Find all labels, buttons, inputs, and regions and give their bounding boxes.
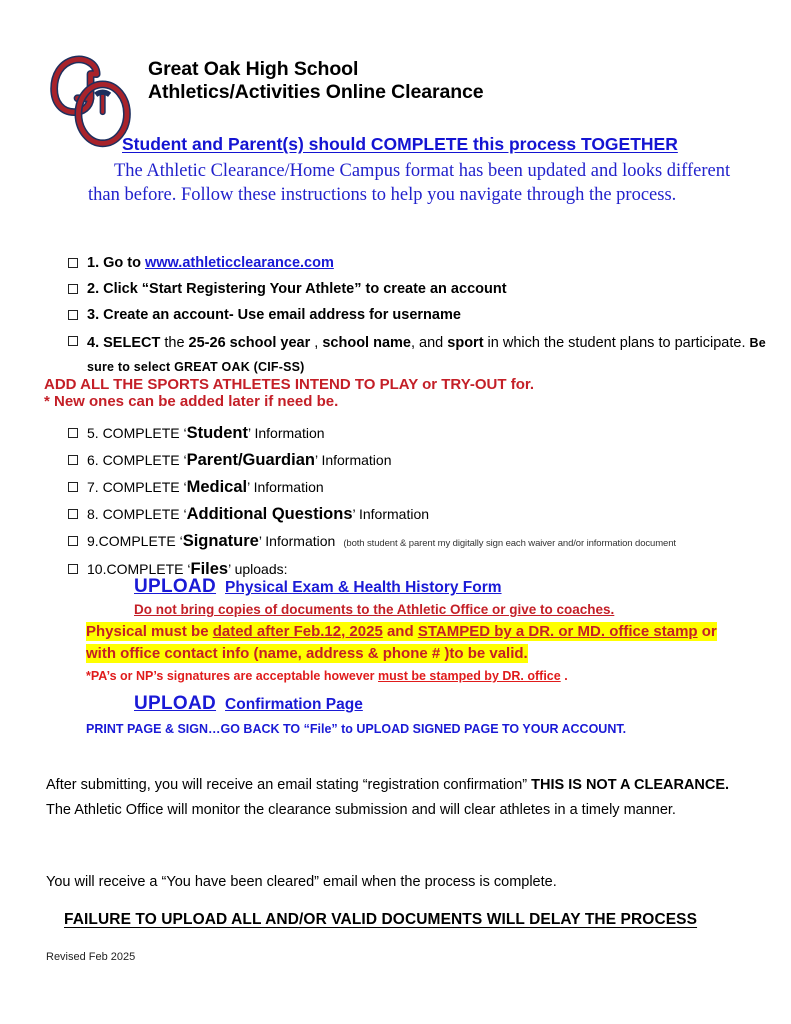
item6-pre: 6. COMPLETE ‘	[87, 452, 187, 468]
checklist-text-1	[87, 253, 768, 274]
footer-paragraph-2: You will receive a “You have been cleared” email when the process is complete.	[46, 874, 557, 890]
checkbox-9[interactable]	[68, 536, 78, 546]
item8-post: ’ Information	[352, 506, 430, 522]
print-sign-instruction: PRINT PAGE & SIGN…GO BACK TO “File” to UPLOAD SIGNED PAGE TO YOUR ACCOUNT.	[86, 722, 627, 736]
item4-d: ,	[310, 335, 323, 351]
title-line-2: Athletics/Activities Online Clearance	[148, 81, 484, 103]
footer-paragraph-1	[46, 773, 746, 823]
item5-pre: 5. COMPLETE ‘	[87, 425, 187, 441]
list-item	[68, 450, 768, 472]
highlight-seg-3: and	[382, 623, 418, 640]
athleticclearance-link[interactable]: www.athleticclearance.com	[145, 255, 334, 271]
pa-seg-2: must be stamped by DR. office	[378, 669, 561, 683]
checkbox-10[interactable]	[68, 564, 78, 574]
checklist-text-2: 2. Click “Start Registering Your Athlete” to create an account	[87, 281, 507, 297]
checkbox-3[interactable]	[68, 310, 78, 320]
item9-pre: 9.COMPLETE ‘	[87, 533, 183, 549]
uploads-section	[88, 576, 768, 736]
checkbox-2[interactable]	[68, 284, 78, 294]
checklist-text-6	[87, 450, 768, 472]
item8-name: Additional Questions	[186, 505, 353, 523]
item7-pre: 7. COMPLETE ‘	[87, 479, 187, 495]
upload-word-1: UPLOAD	[134, 576, 217, 597]
upload-confirmation-heading	[134, 693, 768, 715]
item9-note: (both student & parent my digitally sign each waiver and/or information document	[343, 538, 676, 549]
instruction-checklist	[68, 253, 768, 586]
item7-name: Medical	[186, 478, 248, 496]
item8-pre: 8. COMPLETE ‘	[87, 506, 187, 522]
list-item	[68, 504, 768, 526]
failure-warning-line: FAILURE TO UPLOAD ALL AND/OR VALID DOCUMENTS WILL DELAY THE PROCESS	[64, 911, 698, 928]
item4-g: sport	[447, 335, 484, 351]
item6-name: Parent/Guardian	[186, 451, 315, 469]
checkbox-7[interactable]	[68, 482, 78, 492]
upload-word-2: UPLOAD	[134, 693, 217, 714]
highlight-seg-4: STAMPED by a DR. or MD. office stamp	[417, 623, 698, 640]
item4-b: the	[164, 335, 189, 351]
list-item	[68, 279, 768, 300]
item10-post: ’ uploads:	[228, 561, 288, 577]
item4-e: school name	[322, 335, 411, 351]
highlight-seg-1: Physical must be	[86, 623, 213, 640]
item4-note: Be sure to select GREAT OAK (CIF-SS)	[87, 336, 766, 374]
item1-prefix: 1. Go to	[87, 255, 145, 271]
footer-p1-bold: THIS IS NOT A CLEARANCE.	[531, 777, 730, 793]
list-item	[68, 477, 768, 499]
upload-physical-heading	[134, 576, 768, 598]
item4-c: 25-26 school year	[188, 335, 311, 351]
highlight-seg-5: or with office contact info (name, address & phone # )to be valid.	[86, 623, 717, 662]
item4-a: 4. SELECT	[87, 335, 165, 351]
document-header	[40, 46, 761, 121]
revised-date: Revised Feb 2025	[46, 951, 136, 963]
checkbox-4[interactable]	[68, 336, 78, 346]
item5-name: Student	[186, 424, 249, 442]
item9-post: ’ Information	[258, 533, 336, 549]
checkbox-1[interactable]	[68, 258, 78, 268]
checkbox-5[interactable]	[68, 428, 78, 438]
checkbox-6[interactable]	[68, 455, 78, 465]
upload-subject-1: Physical Exam & Health History Form	[225, 579, 502, 596]
list-item	[68, 253, 768, 274]
item5-post: ’ Information	[248, 425, 325, 441]
checklist-text-3: 3. Create an account- Use email address for username	[87, 307, 461, 323]
red-warning-line-2: * New ones can be added later if need be.	[44, 392, 339, 410]
footer-p1-seg-1: After submitting, you will receive an email stating “registration confirmation”	[46, 777, 532, 793]
red-warning-line-1: ADD ALL THE SPORTS ATHLETES INTEND TO PLAY or TRY-OUT for.	[44, 376, 535, 393]
together-heading: Student and Parent(s) should COMPLETE this process TOGETHER	[122, 134, 678, 154]
checklist-text-5	[87, 423, 768, 445]
pa-seg-1: *PA’s or NP’s signatures are acceptable however	[86, 669, 379, 683]
checklist-text-4	[87, 331, 768, 379]
page-title	[148, 58, 484, 104]
list-item	[68, 305, 768, 326]
highlight-seg-2: dated after Feb.12, 2025	[212, 623, 383, 640]
pa-np-note	[86, 669, 768, 683]
item4-h: in which the student plans to participate.	[483, 335, 750, 351]
physical-requirements-highlight	[86, 621, 746, 665]
red-warning-block	[44, 377, 534, 410]
item10-pre: 10.COMPLETE ‘	[87, 561, 191, 577]
checkbox-8[interactable]	[68, 509, 78, 519]
pa-seg-3: .	[560, 669, 568, 683]
intro-paragraph: The Athletic Clearance/Home Campus format has been updated and looks different than before. Follow these instructions to help you navigate through the process.	[88, 161, 731, 205]
item4-f: , and	[411, 335, 448, 351]
checklist-text-8	[87, 504, 768, 526]
item10-name: Files	[190, 560, 229, 578]
checklist-text-9	[87, 531, 768, 554]
checklist-text-7	[87, 477, 768, 499]
list-item	[68, 531, 768, 554]
list-item	[68, 331, 768, 379]
title-line-1: Great Oak High School	[148, 58, 359, 80]
footer-p1-seg-3: The Athletic Office will monitor the clearance submission and will clear athletes in a timely manner.	[46, 802, 676, 818]
item9-name: Signature	[182, 532, 259, 550]
item7-post: ’ Information	[247, 479, 324, 495]
list-item	[68, 423, 768, 445]
item6-post: ’ Information	[314, 452, 392, 468]
upload-subject-2: Confirmation Page	[225, 696, 363, 713]
do-not-bring-note: Do not bring copies of documents to the Athletic Office or give to coaches.	[134, 602, 615, 617]
